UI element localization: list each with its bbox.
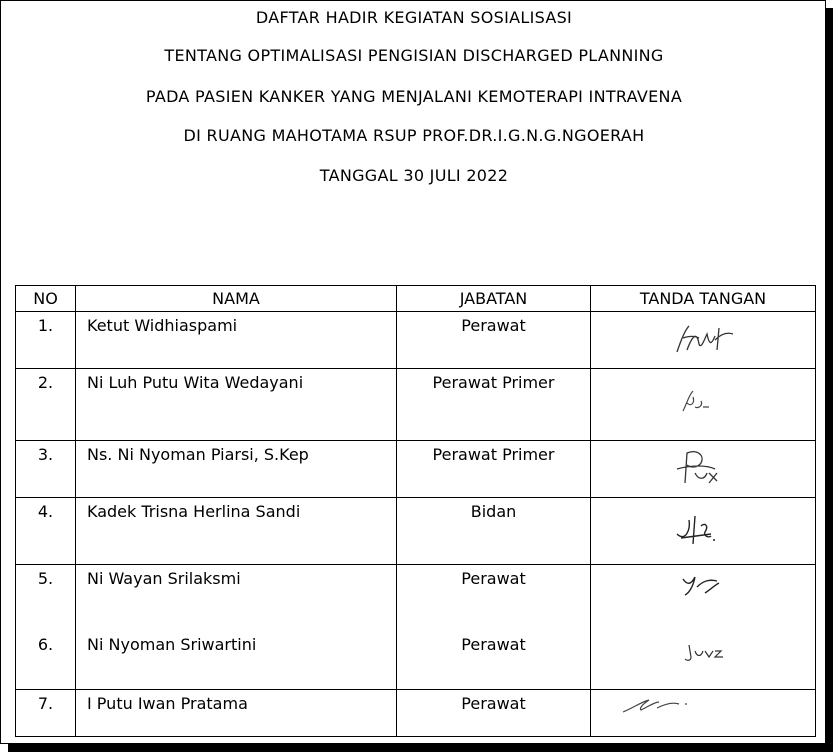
attendance-table	[15, 285, 816, 737]
row-nama: Ni Nyoman Sriwartini	[76, 631, 397, 690]
row-jabatan: Perawat	[397, 690, 591, 737]
signature-image	[677, 569, 727, 599]
table-row	[16, 631, 816, 690]
row-no: 4.	[16, 498, 76, 565]
signature-image	[679, 635, 739, 665]
row-nama: Ni Luh Putu Wita Wedayani	[76, 369, 397, 441]
row-jabatan: Perawat	[397, 565, 591, 631]
signature-cell	[591, 565, 816, 631]
row-nama: Ns. Ni Nyoman Piarsi, S.Kep	[76, 441, 397, 498]
row-nama: Ketut Widhiaspami	[76, 312, 397, 369]
column-header-jabatan: JABATAN	[397, 286, 591, 312]
signature-cell	[591, 369, 816, 441]
signature-image	[619, 694, 699, 716]
row-no: 2.	[16, 369, 76, 441]
title-line-3: PADA PASIEN KANKER YANG MENJALANI KEMOTERAPI INTRAVENA	[145, 87, 683, 106]
signature-cell	[591, 441, 816, 498]
table-row	[16, 312, 816, 369]
signature-image	[673, 383, 733, 419]
row-jabatan: Perawat Primer	[397, 369, 591, 441]
row-jabatan: Perawat Primer	[397, 441, 591, 498]
table-row	[16, 441, 816, 498]
signature-image	[671, 447, 731, 489]
signature-cell	[591, 690, 816, 737]
page-shadow-bottom	[8, 744, 833, 752]
row-no: 7.	[16, 690, 76, 737]
column-header-no: NO	[16, 286, 76, 312]
signature-cell	[591, 498, 816, 565]
table-row	[16, 498, 816, 565]
table-header-row	[16, 286, 816, 312]
row-jabatan: Perawat	[397, 312, 591, 369]
signature-cell	[591, 312, 816, 369]
table-row	[16, 565, 816, 631]
table-row	[16, 369, 816, 441]
row-nama: Ni Wayan Srilaksmi	[76, 565, 397, 631]
signature-cell	[591, 631, 816, 690]
column-header-tanda-tangan: TANDA TANGAN	[591, 286, 816, 312]
title-line-2: TENTANG OPTIMALISASI PENGISIAN DISCHARGED PLANNING	[164, 46, 664, 65]
row-jabatan: Perawat	[397, 631, 591, 690]
signature-image	[671, 508, 731, 552]
row-no: 5.	[16, 565, 76, 631]
title-line-5: TANGGAL 30 JULI 2022	[319, 166, 509, 185]
row-nama: I Putu Iwan Pratama	[76, 690, 397, 737]
row-nama: Kadek Trisna Herlina Sandi	[76, 498, 397, 565]
row-no: 6.	[16, 631, 76, 690]
page-shadow-right	[826, 8, 833, 752]
table-row	[16, 690, 816, 737]
column-header-nama: NAMA	[76, 286, 397, 312]
row-no: 3.	[16, 441, 76, 498]
title-line-1: DAFTAR HADIR KEGIATAN SOSIALISASI	[255, 8, 573, 27]
row-jabatan: Bidan	[397, 498, 591, 565]
signature-image	[671, 320, 741, 360]
title-line-4: DI RUANG MAHOTAMA RSUP PROF.DR.I.G.N.G.NGOERAH	[183, 126, 645, 145]
row-no: 1.	[16, 312, 76, 369]
